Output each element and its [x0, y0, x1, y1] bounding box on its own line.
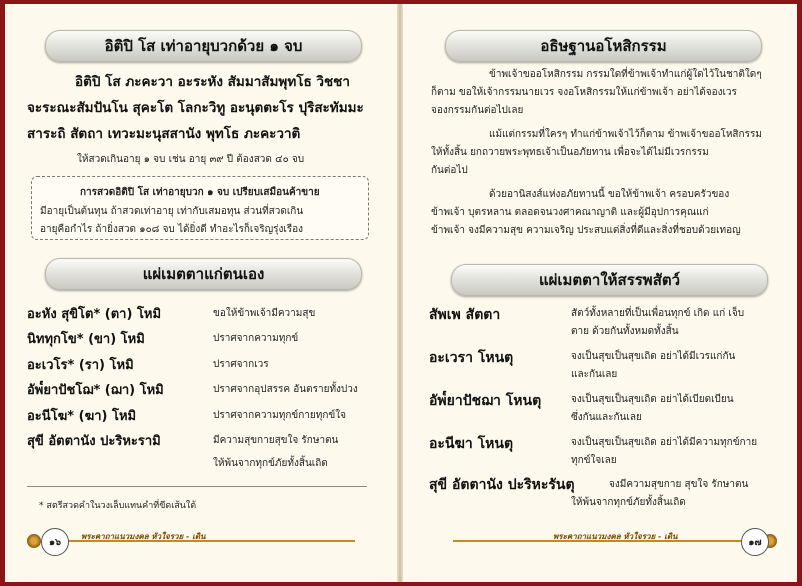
metta-pali: อะนีโฆ* (ฆา) โหมิ — [27, 409, 137, 424]
footer-text: พระคาถาแนวมงคล หัวใจรวย - เดิน — [81, 532, 206, 541]
prayer-line: แม้แต่กรรมที่ใครๆ ทำแก่ข้าพเจ้าไว้ก็ตาม ข้าพเจ้าขออโหสิกรรม — [489, 129, 762, 140]
metta-thai: จงเป็นสุขเป็นสุขเถิด อย่าได้มีความทุกข์กาย — [571, 437, 758, 448]
metta-thai: ปราศจากความทุกข์กายทุกข์ใจ — [213, 410, 346, 421]
prayer-line: ก็ตาม ขอให้เจ้ากรรมนายเวร จงอโหสิกรรมให้แก่ข้าพเจ้า อย่าได้จองเวร — [431, 87, 737, 98]
metta-pali: อัพ๎ยาปัชฌา โหนตุ — [429, 393, 542, 409]
metta-thai: ให้พ้นจากทุกข์ภัยทั้งสิ้นเถิด — [571, 497, 686, 508]
box-line: มีอายุเป็นต้นทุน ถ้าสวดเท่าอายุ เท่ากับเสมอทุน ส่วนที่สวดเกิน — [40, 206, 304, 217]
metta-pali: อัพ๎ยาปัชโฌ* (ฌา) โหมิ — [27, 383, 164, 398]
section-title-text: แผ่เมตตาแก่ตนเอง — [142, 265, 265, 283]
prayer-line: ข้าพเจ้า บุตรหลาน ตลอดจนวงศาคณาญาติ และผู้มีอุปการคุณแก่ — [431, 207, 709, 218]
metta-thai: ปราศจากอุปสรรค อันตรายทั้งปวง — [213, 384, 358, 395]
right-page — [403, 4, 795, 582]
left-page — [5, 4, 397, 582]
metta-thai: ปราศจากเวร — [213, 359, 269, 370]
page-number-text: ๑๖ — [48, 536, 62, 548]
section-title-itipiso — [45, 30, 362, 62]
instruction-text: ให้สวดเกินอายุ ๑ จบ เช่น อายุ ๓๙ ปี ต้องสวด ๔๐ จบ — [77, 154, 305, 165]
metta-thai: จงเป็นสุขเป็นสุขเถิด อย่าได้มีเวรแก่กัน — [571, 351, 736, 362]
footnote: * สตรีสวดคำในวงเล็บแทนคำที่ขีดเส้นใต้ — [39, 501, 197, 511]
prayer-line: ให้ทั้งสิ้น ยกถวายพระพุทธเจ้าเป็นอภัยทาน เพื่อจะได้ไม่มีเวรกรรม — [431, 147, 709, 158]
metta-pali: อะหัง สุขิโต* (ตา) โหมิ — [27, 307, 162, 322]
section-title-ahosikam — [445, 30, 762, 62]
metta-thai-continuation: ให้พ้นจากทุกข์ภัยทั้งสิ้นเถิด — [213, 458, 328, 469]
metta-pali: นิททุกโข* (ขา) โหมิ — [27, 332, 145, 347]
section-title-metta-all — [451, 264, 768, 296]
page-number — [41, 528, 69, 556]
prayer-line: ข้าพเจ้าขออโหสิกรรม กรรมใดที่ข้าพเจ้าทำแก่ผู้ใดไว้ในชาติใดๆ — [489, 69, 762, 80]
metta-thai: ตาย ด้วยกันทั้งหมดทั้งสิ้น — [571, 326, 679, 337]
metta-pali: สัพเพ สัตตา — [429, 307, 501, 323]
section-title-text: อิติปิ โส เท่าอายุบวกด้วย ๑ จบ — [104, 37, 303, 55]
box-line: อายุคือกำไร ถ้ายิ่งสวด ๑๐๘ จบ ได้ยิ่งดี ทำอะไรก็เจริญรุ่งเรือง — [40, 224, 304, 235]
metta-thai: สัตว์ทั้งหลายที่เป็นเพื่อนทุกข์ เกิด แก่ เจ็บ — [571, 308, 745, 319]
note-divider — [27, 486, 367, 487]
metta-thai: มีความสุขกายสุขใจ รักษาตน — [213, 435, 339, 446]
section-title-metta-self — [45, 258, 362, 290]
prayer-line: ข้าพเจ้า จงมีความสุข ความเจริญ ประสบแต่สิ่งที่ดีและสิ่งที่ชอบด้วยเทอญ — [431, 225, 741, 236]
metta-thai: ซึ่งกันและกันเลย — [571, 412, 642, 423]
metta-thai: จงมีความสุขกาย สุขใจ รักษาตน — [609, 479, 749, 490]
page-number — [741, 528, 769, 556]
metta-thai: ขอให้ข้าพเจ้ามีความสุข — [213, 308, 316, 319]
metta-pali: อะนีฆา โหนตุ — [429, 436, 514, 452]
metta-pali: อะเวโร* (รา) โหมิ — [27, 358, 134, 373]
metta-pali: สุขี อัตตานัง ปะริหะรันตุ — [429, 477, 575, 493]
prayer-line: ด้วยอานิสงส์แห่งอภัยทานนี้ ขอให้ข้าพเจ้า ครอบครัวของ — [489, 189, 730, 200]
metta-thai: จงเป็นสุขเป็นสุขเถิด อย่าได้เบียดเบียน — [571, 394, 734, 405]
box-line: การสวดอิติปิ โส เท่าอายุบวก ๑ จบ เปรียบเสมือนค้าขาย — [80, 187, 320, 198]
metta-thai: ปราศจากความทุกข์ — [213, 333, 299, 344]
ornament-icon — [27, 534, 41, 548]
page-number-text: ๑๗ — [748, 536, 762, 548]
metta-thai: และกันเลย — [571, 369, 618, 380]
section-title-text: แผ่เมตตาให้สรรพสัตว์ — [538, 271, 681, 289]
metta-pali: อะเวรา โหนตุ — [429, 350, 514, 366]
book-spread — [5, 4, 797, 582]
chant-line: อิติปิ โส ภะคะวา อะระหัง สัมมาสัมพุทโธ วิชชา — [75, 74, 350, 90]
chant-line: จะระณะสัมปันโน สุคะโต โลกะวิทู อะนุตตะโร ปุริสะทัมมะ — [27, 100, 364, 116]
explanation-box — [31, 176, 369, 240]
prayer-line: กันต่อไป — [431, 165, 468, 176]
prayer-line: จองกรรมกันต่อไปเลย — [431, 105, 524, 116]
footer-text: พระคาถาแนวมงคล หัวใจรวย - เดิน — [553, 532, 678, 541]
chant-line: สาระถิ สัตถา เทวะมะนุสสานัง พุทโธ ภะคะวาติ — [27, 126, 301, 142]
metta-thai: ทุกข์ใจเลย — [571, 455, 617, 466]
section-title-text: อธิษฐานอโหสิกรรม — [540, 37, 667, 55]
metta-pali: สุขี อัตตานัง ปะริหะรามิ — [27, 434, 161, 449]
